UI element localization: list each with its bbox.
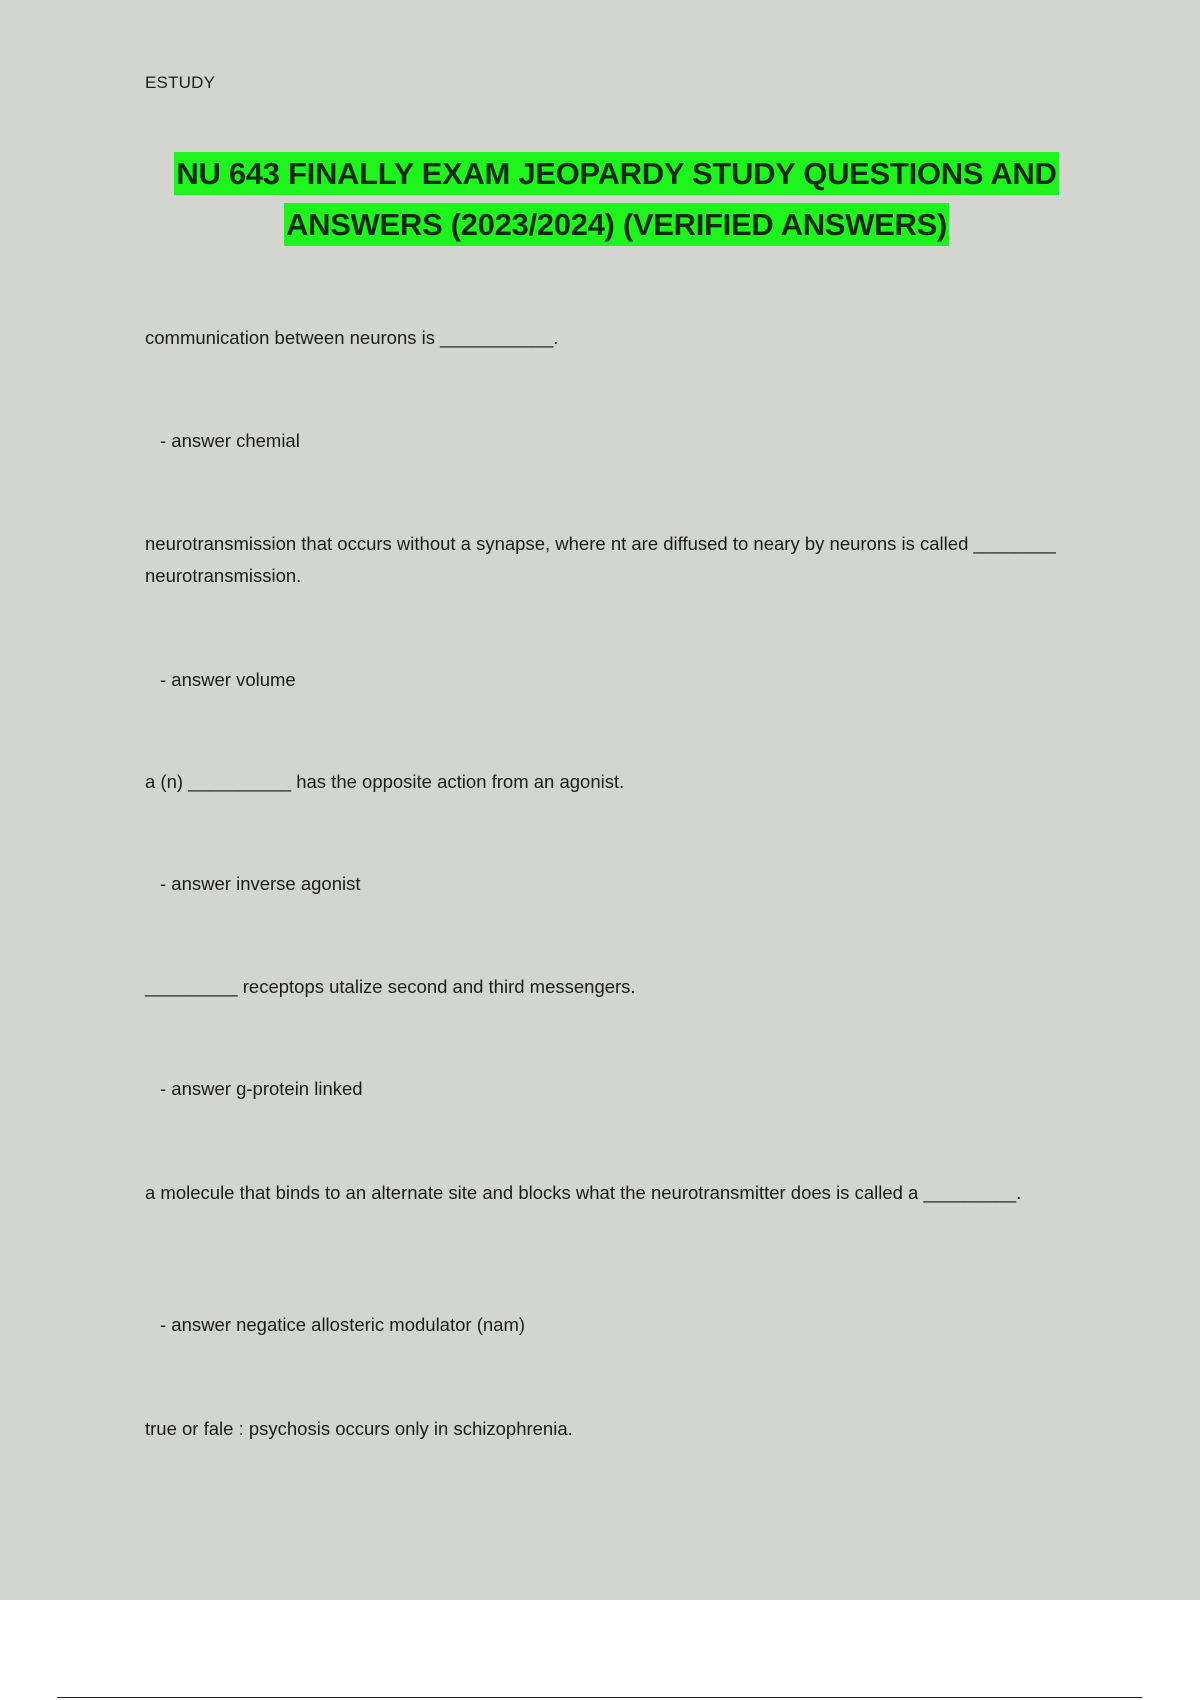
title-line-2: ANSWERS (2023/2024) (VERIFIED ANSWERS) [284,203,949,246]
answer-4: - answer g-protein linked [160,1078,363,1099]
question-2: neurotransmission that occurs without a synapse, where nt are diffused to neary by neurons is called ________ neurotransmission. [145,533,1056,586]
question-6: true or fale : psychosis occurs only in schizophrenia. [145,1418,573,1439]
answer-2: - answer volume [160,669,296,690]
header-label: ESTUDY [145,73,216,92]
title-line-1: NU 643 FINALLY EXAM JEOPARDY STUDY QUESTIONS AND [174,152,1058,195]
footer-divider [57,1697,1142,1698]
question-3: a (n) __________ has the opposite action from an agonist. [145,771,625,792]
document-title [120,148,1113,250]
answer-3: - answer inverse agonist [160,873,361,894]
answer-1: - answer chemial [160,430,300,451]
answer-5: - answer negatice allosteric modulator (nam) [160,1314,526,1335]
question-4: _________ receptops utalize second and third messengers. [145,976,636,997]
question-5: a molecule that binds to an alternate site and blocks what the neurotransmitter does is called a _________. [145,1182,1022,1203]
question-1: communication between neurons is ___________. [145,327,559,348]
